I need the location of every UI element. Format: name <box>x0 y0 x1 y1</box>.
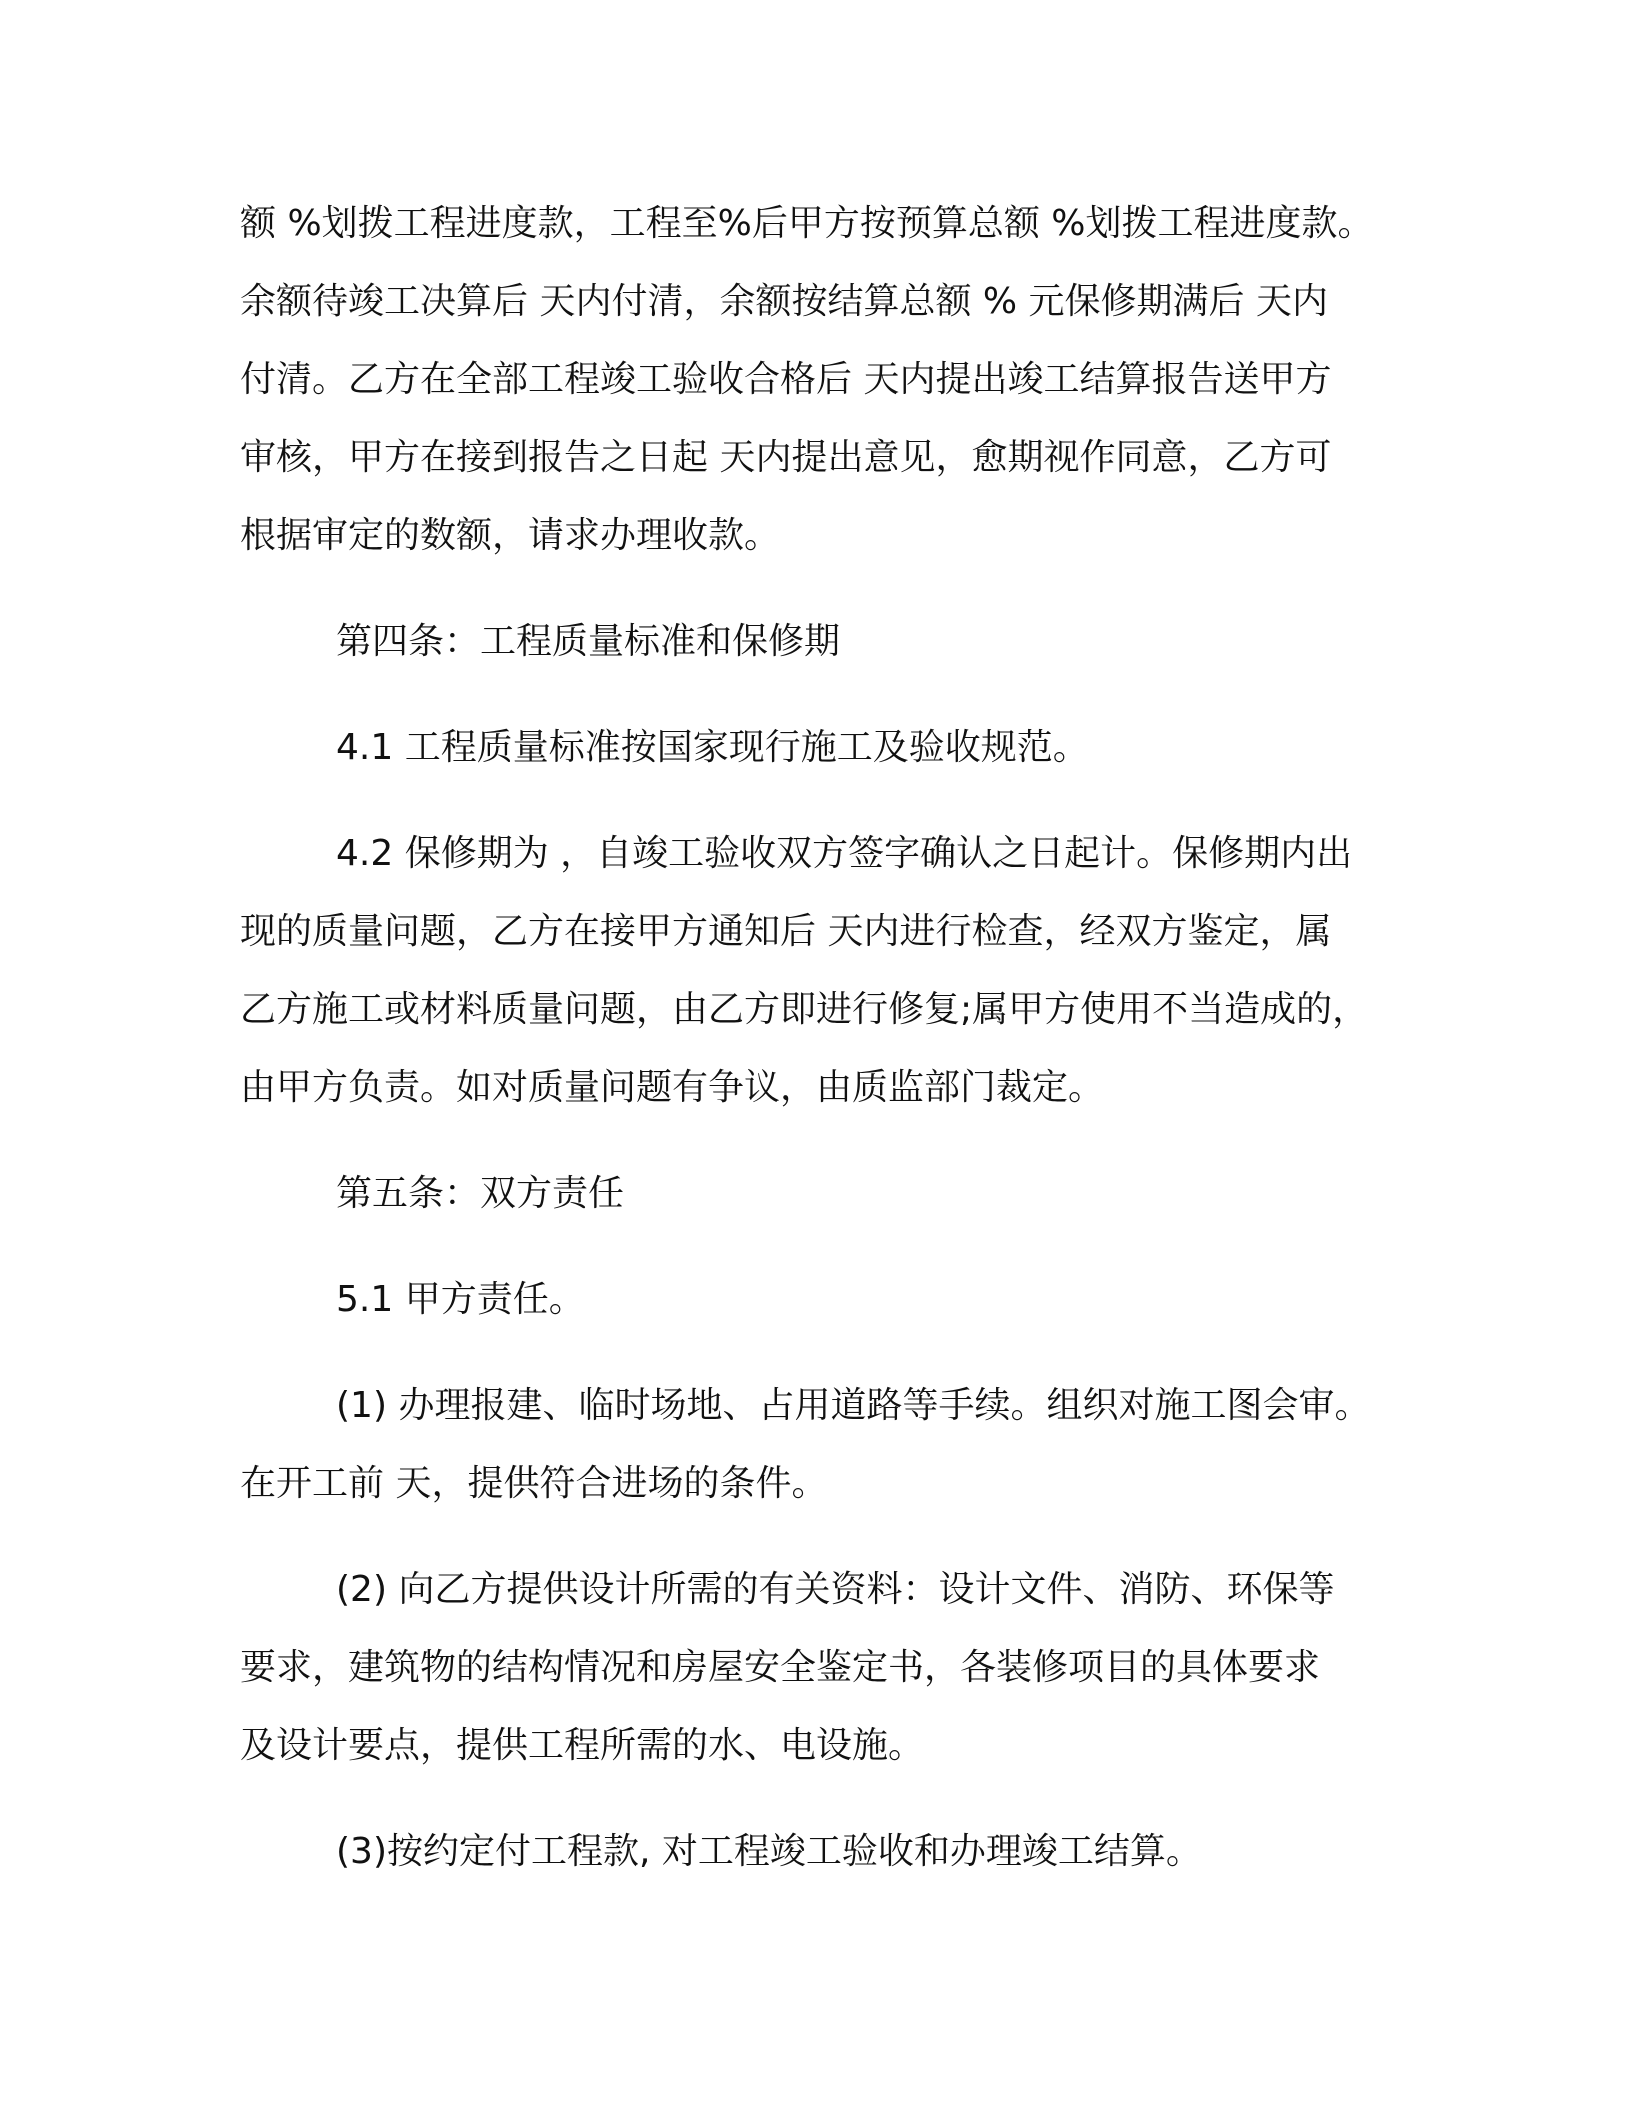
text-line: 现的质量问题，乙方在接甲方通知后 天内进行检查，经双方鉴定，属 <box>240 911 1332 952</box>
paragraph-4-1 <box>240 709 1400 787</box>
text-line: 额 %划拨工程进度款，工程至%后甲方按预算总额 %划拨工程进度款。 <box>240 203 1374 244</box>
paragraph-5-1 <box>240 1261 1400 1339</box>
document-body <box>240 185 1400 1919</box>
text-line: 由甲方负责。如对质量问题有争议，由质监部门裁定。 <box>240 1067 1105 1108</box>
paragraph-5-1-3 <box>240 1813 1400 1891</box>
text-line: 乙方施工或材料质量问题，由乙方即进行修复;属甲方使用不当造成的， <box>240 989 1369 1030</box>
text-line: 及设计要点，提供工程所需的水、电设施。 <box>240 1725 925 1766</box>
paragraph-5-1-2 <box>240 1551 1400 1785</box>
paragraph-payment-terms <box>240 185 1400 575</box>
text-line: 根据审定的数额，请求办理收款。 <box>240 515 781 556</box>
text-line: 余额待竣工决算后 天内付清，余额按结算总额 % 元保修期满后 天内 <box>240 281 1328 322</box>
article-5-heading: 第五条：双方责任 <box>336 1173 625 1214</box>
text-line: (1) 办理报建、临时场地、占用道路等手续。组织对施工图会审。 <box>336 1385 1371 1426</box>
text-line: 5.1 甲方责任。 <box>336 1279 585 1320</box>
text-line: 4.2 保修期为 ，自竣工验收双方签字确认之日起计。保修期内出 <box>336 833 1353 874</box>
text-line: (3)按约定付工程款, 对工程竣工验收和办理竣工结算。 <box>336 1831 1202 1872</box>
paragraph-5-1-1 <box>240 1367 1400 1523</box>
text-line: 付清。乙方在全部工程竣工验收合格后 天内提出竣工结算报告送甲方 <box>240 359 1332 400</box>
text-line: 要求，建筑物的结构情况和房屋安全鉴定书，各装修项目的具体要求 <box>240 1647 1321 1688</box>
article-4-heading: 第四条：工程质量标准和保修期 <box>336 621 841 662</box>
text-line: (2) 向乙方提供设计所需的有关资料：设计文件、消防、环保等 <box>336 1569 1335 1610</box>
text-line: 审核，甲方在接到报告之日起 天内提出意见，愈期视作同意，乙方可 <box>240 437 1332 478</box>
text-line: 在开工前 天，提供符合进场的条件。 <box>240 1463 828 1504</box>
text-line: 4.1 工程质量标准按国家现行施工及验收规范。 <box>336 727 1089 768</box>
paragraph-4-2 <box>240 815 1400 1127</box>
